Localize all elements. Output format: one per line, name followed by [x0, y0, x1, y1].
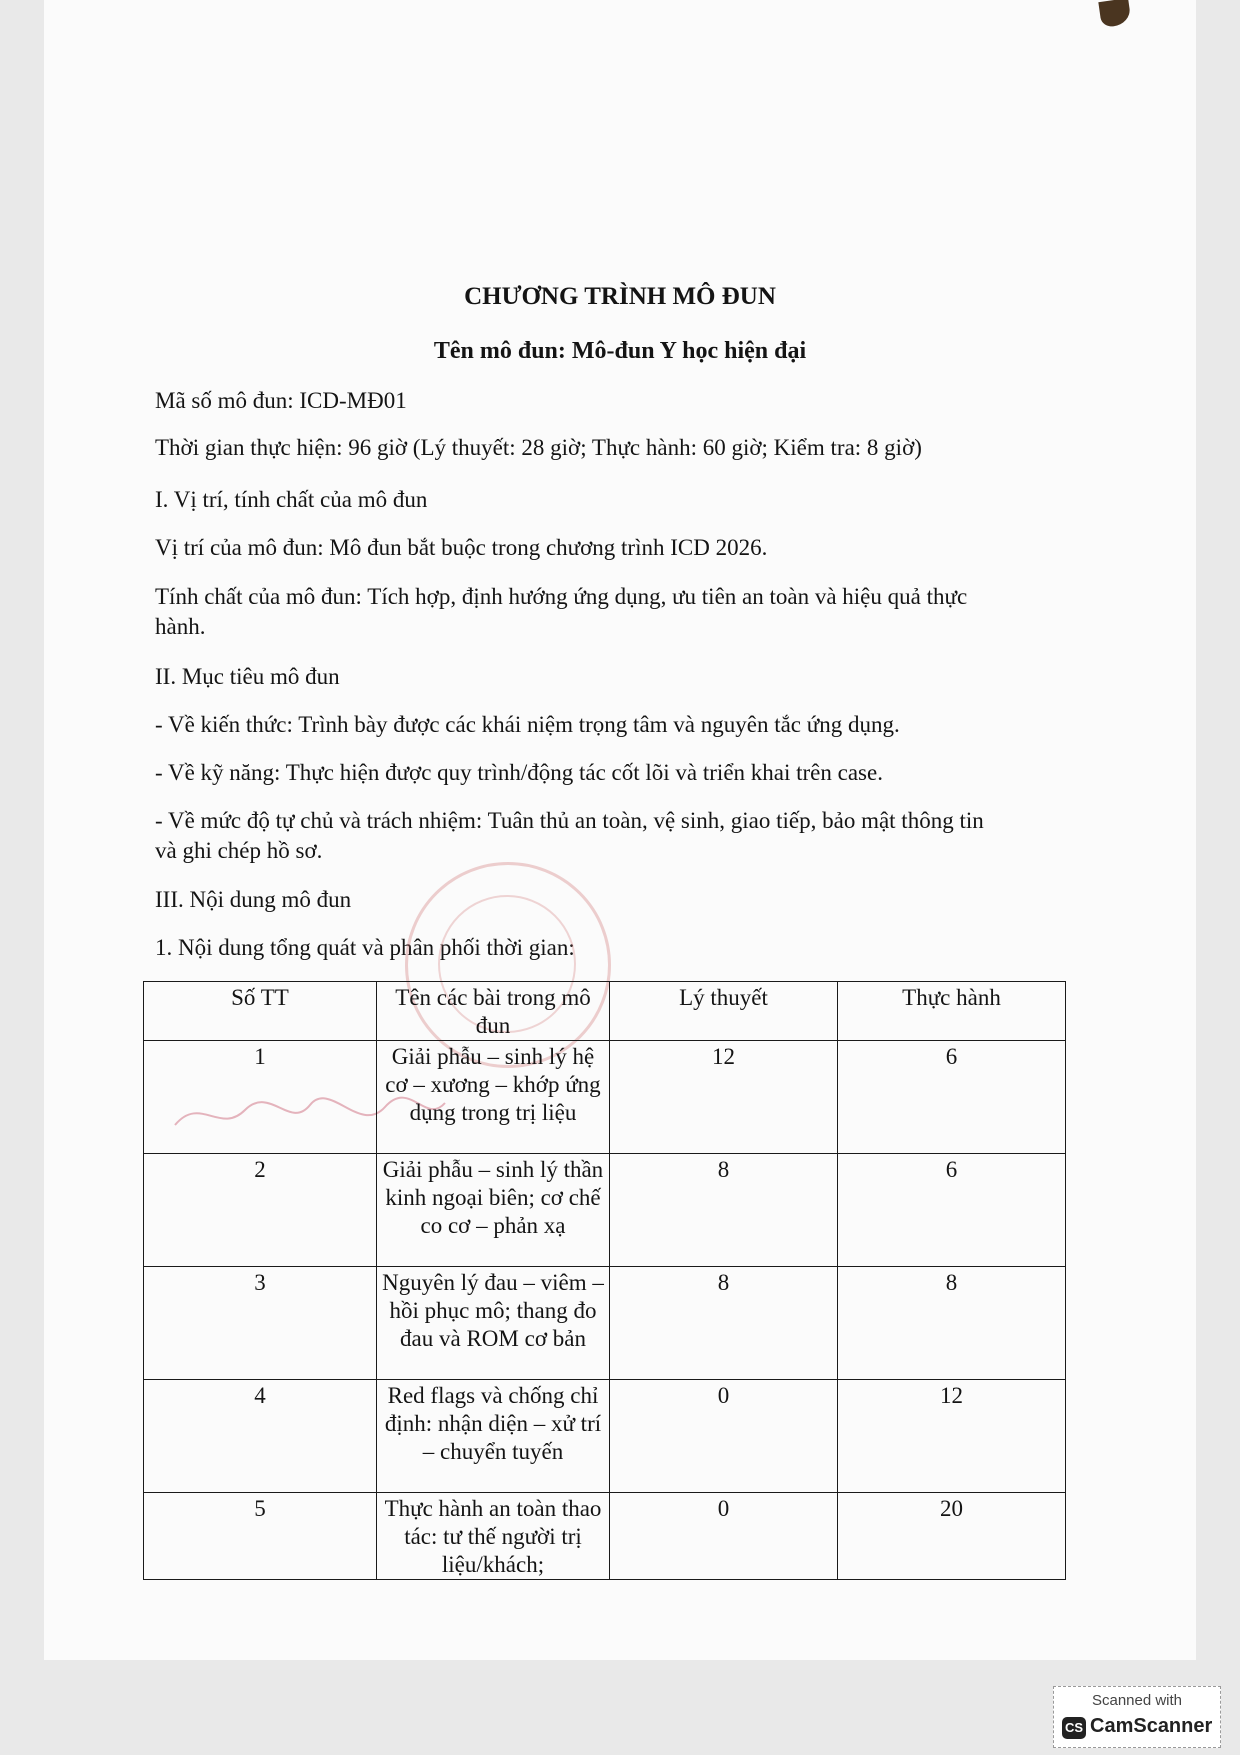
module-nature-line-1: Tính chất của mô đun: Tích hợp, định hướng ứng dụng, ưu tiên an toàn và hiệu quả thực — [155, 584, 968, 609]
header-theory: Lý thuyết — [610, 982, 838, 1041]
cell-theory: 8 — [610, 1154, 838, 1267]
cell-theory: 12 — [610, 1041, 838, 1154]
header-lesson: Tên các bài trong mô đun — [377, 982, 610, 1041]
goal-autonomy-line-1: - Về mức độ tự chủ và trách nhiệm: Tuân thủ an toàn, vệ sinh, giao tiếp, bảo mật thông tin — [155, 808, 984, 833]
cell-practice: 20 — [838, 1493, 1066, 1580]
section-1-heading: I. Vị trí, tính chất của mô đun — [155, 487, 428, 512]
camscanner-watermark — [1053, 1686, 1221, 1748]
cell-no: 5 — [144, 1493, 377, 1580]
cell-practice: 6 — [838, 1154, 1066, 1267]
page-title: CHƯƠNG TRÌNH MÔ ĐUN — [464, 283, 776, 310]
cell-practice: 6 — [838, 1041, 1066, 1154]
table-row — [144, 1267, 1066, 1380]
cell-no: 1 — [144, 1041, 377, 1154]
section-3-heading: III. Nội dung mô đun — [155, 887, 352, 912]
cell-no: 2 — [144, 1154, 377, 1267]
cell-theory: 8 — [610, 1267, 838, 1380]
section-2-heading: II. Mục tiêu mô đun — [155, 664, 340, 689]
module-nature-line-2: hành. — [155, 614, 206, 639]
cell-theory: 0 — [610, 1493, 838, 1580]
header-no: Số TT — [144, 982, 377, 1041]
goal-autonomy-line-2: và ghi chép hồ sơ. — [155, 838, 323, 863]
table-row — [144, 1154, 1066, 1267]
module-position: Vị trí của mô đun: Mô đun bắt buộc trong chương trình ICD 2026. — [155, 535, 768, 560]
module-duration: Thời gian thực hiện: 96 giờ (Lý thuyết: 28 giờ; Thực hành: 60 giờ; Kiểm tra: 8 giờ) — [155, 435, 922, 460]
camscanner-logo-icon: CS — [1062, 1717, 1086, 1739]
table-header-row — [144, 982, 1066, 1041]
camscanner-brand: CamScanner — [1090, 1715, 1213, 1737]
subsection-1-heading: 1. Nội dung tổng quát và phân phối thời gian: — [155, 935, 575, 960]
cell-lesson: Thực hành an toàn thao tác: tư thế người trị liệu/khách; — [377, 1493, 610, 1580]
header-practice: Thực hành — [838, 982, 1066, 1041]
module-code: Mã số mô đun: ICD-MĐ01 — [155, 388, 407, 413]
cell-no: 4 — [144, 1380, 377, 1493]
cell-lesson: Giải phẫu – sinh lý hệ cơ – xương – khớp ứng dụng trong trị liệu — [377, 1041, 610, 1154]
scanned-with-caption: Scanned with — [1091, 1692, 1183, 1709]
cell-theory: 0 — [610, 1380, 838, 1493]
module-name: Tên mô đun: Mô-đun Y học hiện đại — [433, 338, 807, 364]
cell-practice: 8 — [838, 1267, 1066, 1380]
cell-lesson: Red flags và chống chỉ định: nhận diện – xử trí – chuyển tuyến — [377, 1380, 610, 1493]
goal-knowledge: - Về kiến thức: Trình bày được các khái niệm trọng tâm và nguyên tắc ứng dụng. — [155, 712, 900, 737]
table-row — [144, 1380, 1066, 1493]
cell-lesson: Giải phẫu – sinh lý thần kinh ngoại biên; cơ chế co cơ – phản xạ — [377, 1154, 610, 1267]
goal-skills: - Về kỹ năng: Thực hiện được quy trình/động tác cốt lõi và triển khai trên case. — [155, 760, 883, 785]
content-distribution-table — [143, 981, 1066, 1580]
cell-lesson: Nguyên lý đau – viêm – hồi phục mô; thang đo đau và ROM cơ bản — [377, 1267, 610, 1380]
table-row — [144, 1493, 1066, 1580]
cell-no: 3 — [144, 1267, 377, 1380]
table-row — [144, 1041, 1066, 1154]
cell-practice: 12 — [838, 1380, 1066, 1493]
